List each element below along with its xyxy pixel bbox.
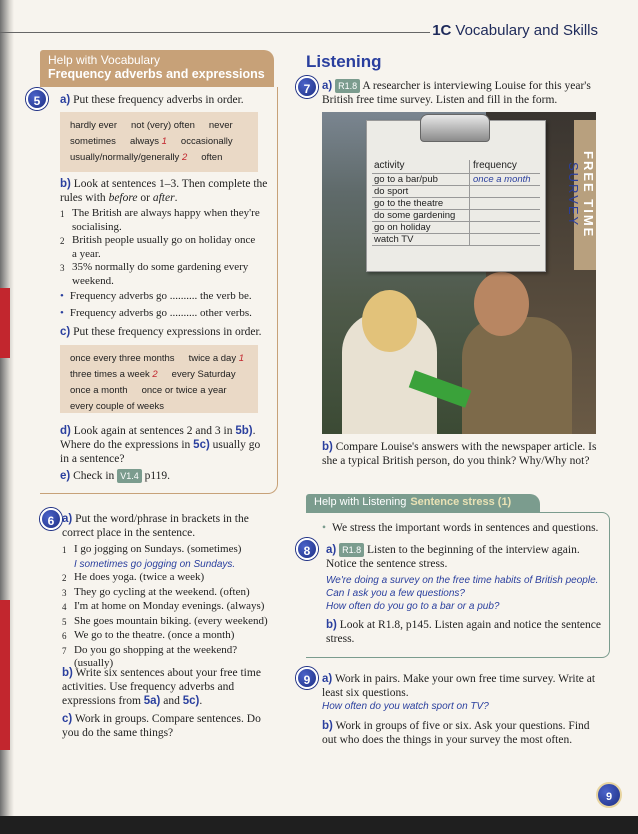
exercise-8-number: 8 (296, 538, 318, 560)
list-item: 3 35% normally do some gardening every weekend. (60, 261, 249, 287)
stress-rule: • We stress the important words in sentences and questions. (322, 522, 599, 534)
rule-item: • Frequency adverbs go .......... other verbs. (60, 306, 252, 319)
recording-badge: R1.8 (339, 543, 364, 557)
form-row: go to the theatre (372, 198, 540, 210)
ex9-example: How often do you watch sport on TV? (322, 701, 489, 712)
survey-form (372, 160, 540, 246)
example-answer: I sometimes go jogging on Sundays. (74, 558, 236, 570)
ex5a: a) Put these frequency adverbs in order. (60, 94, 244, 106)
exercise-6-number: 6 (40, 508, 62, 530)
vocab-reference-badge: V1.4 (117, 469, 142, 483)
header-rule (0, 32, 430, 33)
exercise-5-number: 5 (26, 88, 48, 110)
free-time-survey-tab: FREE TIME SURVEY (574, 120, 596, 270)
ex5b-sentences (60, 207, 260, 288)
list-item: 3 They go cycling at the weekend. (often) (62, 585, 250, 598)
binding-tab-lower (0, 600, 10, 750)
adverbs-box: hardly ever not (very) often never sometimes always 1 occasionally usually/normally/generally 2 often (60, 112, 258, 172)
ex6b: b) Write six sentences about your free time activities. Use frequency adverbs and expressions from 5a) and 5c). (62, 667, 261, 707)
list-item: 1 I go jogging on Sundays. (sometimes) (62, 543, 242, 555)
ex5c: c) Put these frequency expressions in order. (60, 326, 262, 338)
form-row: go to a bar/pub once a month (372, 174, 540, 186)
list-item: 7 Do you go shopping at the weekend? (usually) (62, 643, 238, 669)
stress-examples: We're doing a survey on the free time habits of British people. Can I ask you a few questions? How often do you go to a bar or a pub? (326, 575, 599, 612)
form-header: activity frequency (372, 160, 540, 174)
list-item: 5 She goes mountain biking. (every weekend) (62, 614, 268, 627)
ex5d: d) Look again at sentences 2 and 3 in 5b). Where do the expressions in 5c) usually go in a sentence? (60, 425, 261, 465)
help-subtitle: Frequency adverbs and expressions (48, 67, 265, 81)
list-item: 2 He does yoga. (twice a week) (62, 571, 205, 583)
page-header (432, 22, 598, 39)
ex9b: b) Work in groups of five or six. Ask your questions. Find out who does the things in your survey the most often. (322, 720, 590, 746)
exercise-7-number: 7 (296, 76, 318, 98)
help-vocabulary-box (40, 50, 274, 87)
form-row: watch TV (372, 234, 540, 246)
exercise-9-number: 9 (296, 667, 318, 689)
form-row: do sport (372, 186, 540, 198)
binding-tab (0, 288, 10, 358)
ex6a: a) Put the word/phrase in brackets in the correct place in the sentence. (62, 513, 249, 539)
list-item: 2 British people usually go on holiday once a year. (60, 234, 256, 260)
ex6-list (62, 543, 277, 671)
page-number: 9 (596, 782, 622, 808)
unit-title: Vocabulary and Skills (455, 22, 598, 39)
expressions-box: once every three months twice a day 1 three times a week 2 every Saturday once a month once or twice a year every couple of weeks (60, 345, 258, 413)
ex7a: a) R1.8 A researcher is interviewing Louise for this year's British free time survey. Listen and fill in the form. (322, 80, 591, 106)
clipboard-clip (420, 114, 490, 142)
rule-item: • Frequency adverbs go .......... the verb be. (60, 290, 252, 302)
listening-heading: Listening (306, 52, 382, 71)
rules-list (60, 290, 270, 320)
recording-badge: R1.8 (335, 79, 360, 93)
ex5e: e) Check in V1.4 p119. (60, 470, 171, 482)
form-row: do some gardening (372, 210, 540, 222)
form-row: go on holiday (372, 222, 540, 234)
ex8b: b) Look at R1.8, p145. Listen again and notice the sentence stress. (326, 619, 601, 645)
help-listening-box: Help with Listening Sentence stress (1) (306, 494, 540, 512)
ex9a: a) Work in pairs. Make your own free time survey. Write at least six questions. (322, 673, 596, 699)
page-bottom-edge (0, 816, 638, 834)
ex8a: a) R1.8 Listen to the beginning of the interview again. Notice the sentence stress. (326, 544, 580, 570)
ex7b: b) Compare Louise's answers with the newspaper article. Is she a typical British person, do you think? Why/Why not? (322, 441, 597, 467)
help-title: Help with Vocabulary (48, 53, 161, 67)
ex6c: c) Work in groups. Compare sentences. Do you do the same things? (62, 713, 261, 739)
list-item: 6 We go to the theatre. (once a month) (62, 629, 235, 641)
list-item: 4 I'm at home on Monday evenings. (always) (62, 600, 265, 612)
list-item: 1 The British are always happy when they're socialising. (60, 207, 260, 233)
unit-code: 1C (432, 22, 452, 39)
ex5b: b) Look at sentences 1–3. Then complete the rules with before or after. (60, 178, 268, 204)
